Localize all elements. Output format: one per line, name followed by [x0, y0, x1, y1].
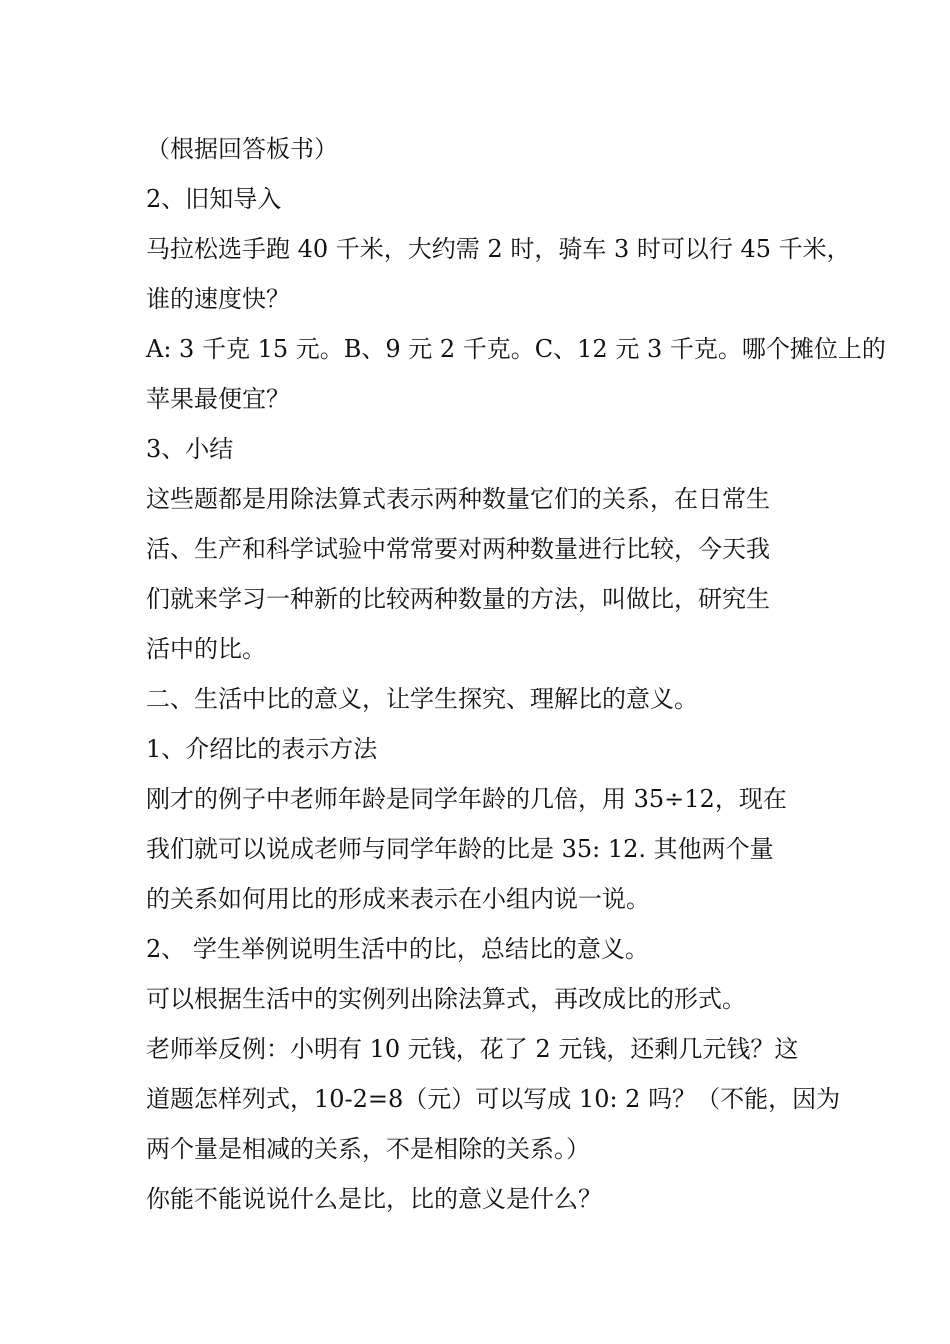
text-line: A: 3 千克 15 元。B、9 元 2 千克。C、12 元 3 千克。哪个摊位上的 — [146, 335, 886, 363]
section-heading: 二、生活中比的意义，让学生探究、理解比的意义。 — [146, 685, 698, 713]
document-body — [146, 124, 886, 1224]
text-line: 马拉松选手跑 40 千米，大约需 2 时，骑车 3 时可以行 45 千米， — [146, 235, 851, 263]
text-line: 你能不能说说什么是比，比的意义是什么？ — [146, 1185, 602, 1213]
text-line: 活、生产和科学试验中常常要对两种数量进行比较，今天我 — [146, 535, 770, 563]
text-line: （根据回答板书） — [146, 135, 338, 163]
section-heading: 2、 学生举例说明生活中的比，总结比的意义。 — [146, 935, 649, 963]
text-line: 我们就可以说成老师与同学年龄的比是 35: 12. 其他两个量 — [146, 835, 774, 863]
text-line: 的关系如何用比的形成来表示在小组内说一说。 — [146, 885, 650, 913]
section-heading: 1、介绍比的表示方法 — [146, 735, 378, 763]
text-line: 老师举反例：小明有 10 元钱，花了 2 元钱，还剩几元钱？这 — [146, 1035, 799, 1063]
text-line: 道题怎样列式，10-2=8（元）可以写成 10: 2 吗？（不能，因为 — [146, 1085, 841, 1113]
text-line: 们就来学习一种新的比较两种数量的方法，叫做比，研究生 — [146, 585, 770, 613]
text-line: 活中的比。 — [146, 635, 266, 663]
section-heading: 2、旧知导入 — [146, 185, 282, 213]
text-line: 这些题都是用除法算式表示两种数量它们的关系，在日常生 — [146, 485, 770, 513]
text-line: 可以根据生活中的实例列出除法算式，再改成比的形式。 — [146, 985, 746, 1013]
text-line: 苹果最便宜？ — [146, 385, 290, 413]
section-heading: 3、小结 — [146, 435, 234, 463]
text-line: 谁的速度快？ — [146, 285, 290, 313]
text-line: 两个量是相减的关系，不是相除的关系。） — [146, 1135, 590, 1163]
text-line: 刚才的例子中老师年龄是同学年龄的几倍，用 35÷12，现在 — [146, 785, 787, 813]
